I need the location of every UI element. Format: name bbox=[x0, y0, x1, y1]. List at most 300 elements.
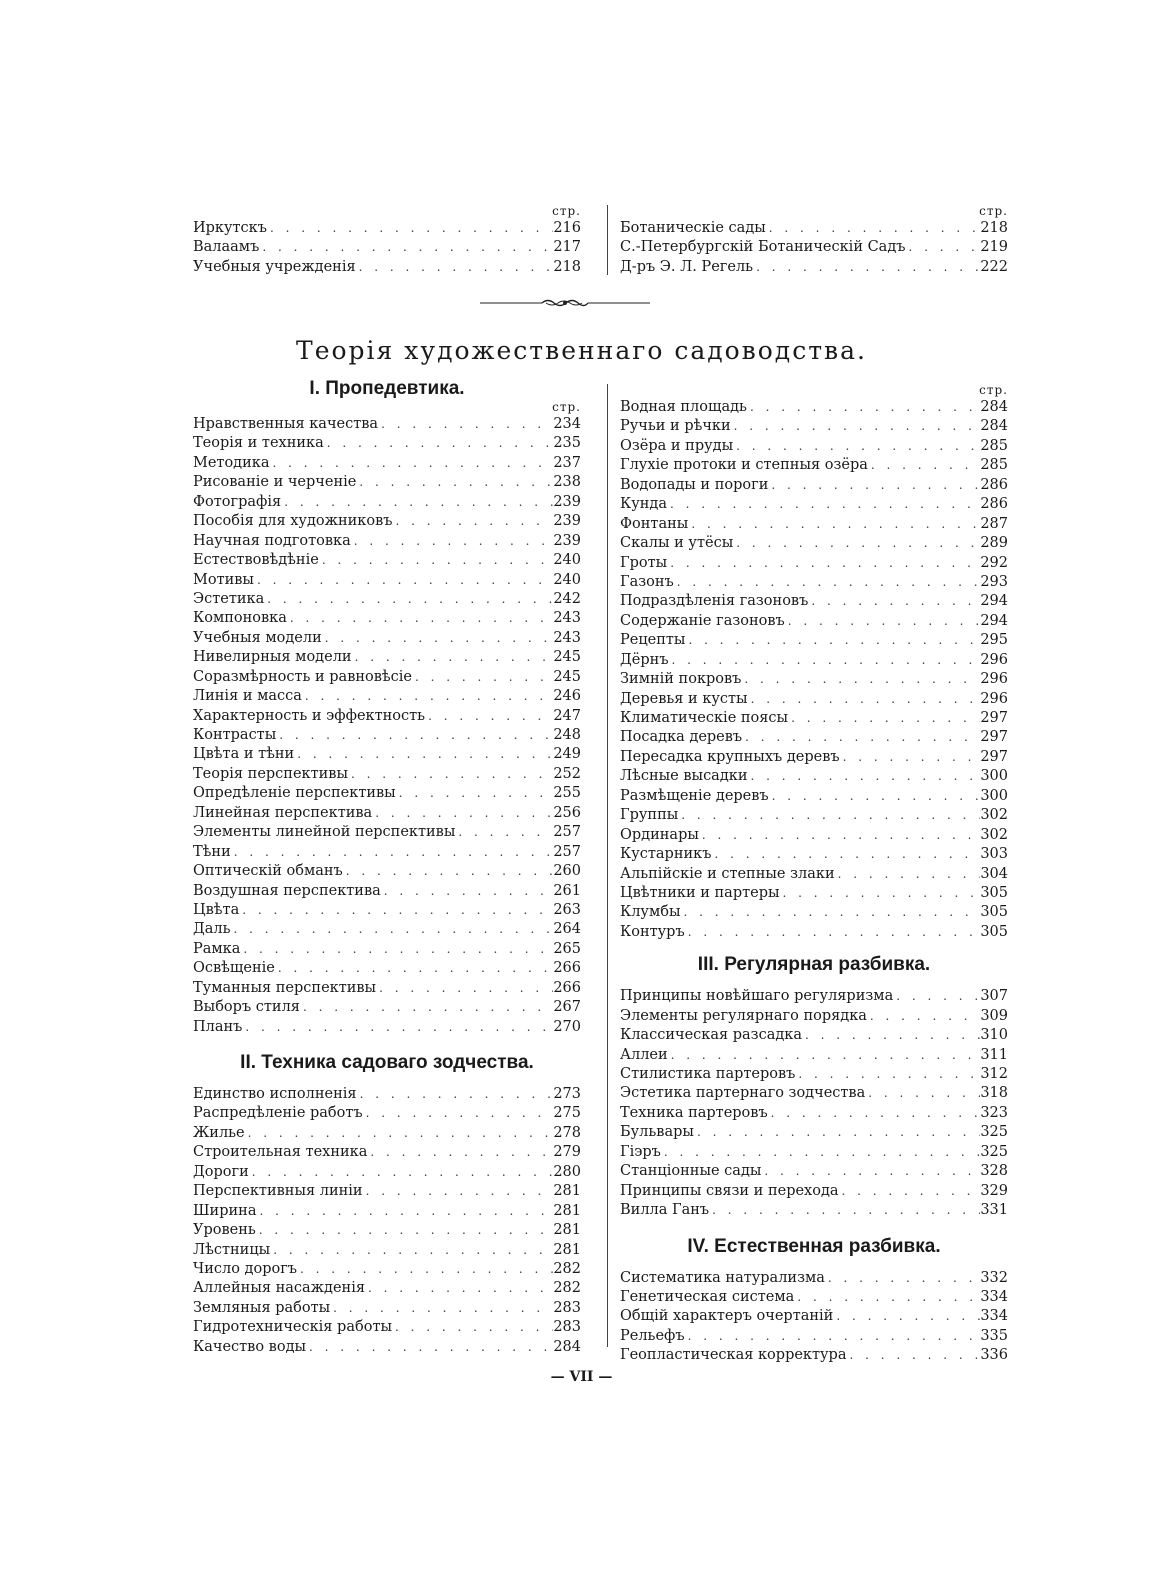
entry-page-number: 297 bbox=[980, 710, 1008, 726]
entry-page-number: 285 bbox=[980, 457, 1008, 474]
toc-entry bbox=[620, 515, 1008, 534]
toc-entry bbox=[620, 709, 1008, 728]
entry-page-number: 303 bbox=[980, 846, 1008, 863]
dot-leader bbox=[275, 959, 553, 978]
entry-page-number: 265 bbox=[553, 940, 581, 957]
entry-title: Уровень bbox=[193, 1222, 256, 1239]
toc-entry bbox=[193, 862, 581, 881]
dot-leader bbox=[319, 551, 554, 570]
dot-leader bbox=[867, 1007, 980, 1026]
toc-entry bbox=[193, 609, 581, 628]
toc-entry bbox=[620, 437, 1008, 456]
entry-title: Озёра и пруды bbox=[620, 437, 734, 454]
dot-leader bbox=[287, 609, 553, 628]
entry-title: Техника партеровъ bbox=[620, 1104, 768, 1121]
entry-page-number: 280 bbox=[553, 1163, 581, 1180]
entry-title: Опредѣленіе перспективы bbox=[193, 785, 396, 802]
toc-entry bbox=[193, 1279, 581, 1298]
entry-page-number: 237 bbox=[553, 454, 581, 471]
toc-entry bbox=[620, 456, 1008, 475]
toc-entry bbox=[620, 826, 1008, 845]
toc-entry bbox=[193, 1260, 581, 1279]
entry-page-number: 240 bbox=[553, 571, 581, 588]
entry-title: Водопады и пороги bbox=[620, 476, 769, 493]
toc-entry bbox=[620, 592, 1008, 611]
section-heading: I. Пропедевтика. bbox=[309, 378, 465, 399]
entry-page-number: 240 bbox=[553, 552, 581, 569]
entry-page-number: 234 bbox=[553, 416, 581, 432]
dot-leader bbox=[231, 920, 554, 939]
toc-list bbox=[193, 1085, 581, 1357]
entry-title: Ординары bbox=[620, 826, 699, 843]
dot-leader bbox=[372, 804, 553, 823]
entry-title: Учебныя учрежденія bbox=[193, 258, 356, 275]
entry-title: Гіэръ bbox=[620, 1143, 661, 1160]
dot-leader bbox=[270, 1241, 553, 1260]
entry-page-number: 284 bbox=[980, 418, 1008, 435]
page-column-label: стр. bbox=[979, 383, 1008, 397]
toc-entry bbox=[193, 882, 581, 901]
toc-entry bbox=[620, 845, 1008, 864]
entry-title: Валаамъ bbox=[193, 239, 260, 256]
dot-leader bbox=[794, 1288, 980, 1307]
dot-leader bbox=[835, 865, 981, 884]
toc-entry bbox=[620, 1307, 1008, 1326]
toc-entry bbox=[620, 1084, 1008, 1103]
toc-entry bbox=[620, 1104, 1008, 1123]
entry-page-number: 255 bbox=[553, 785, 581, 802]
entry-page-number: 222 bbox=[980, 258, 1008, 275]
entry-page-number: 239 bbox=[553, 513, 581, 530]
toc-entry bbox=[193, 219, 581, 238]
entry-page-number: 219 bbox=[980, 239, 1008, 256]
entry-title: Туманныя перспективы bbox=[193, 979, 377, 996]
column-divider bbox=[607, 205, 608, 275]
entry-title: Учебныя модели bbox=[193, 629, 322, 646]
entry-title: Научная подготовка bbox=[193, 532, 351, 549]
toc-entry bbox=[620, 651, 1008, 670]
toc-entry bbox=[620, 884, 1008, 903]
toc-entry bbox=[620, 987, 1008, 1006]
toc-entry bbox=[193, 1338, 581, 1357]
entry-page-number: 286 bbox=[980, 496, 1008, 513]
entry-page-number: 263 bbox=[553, 901, 581, 918]
dot-leader bbox=[240, 940, 553, 959]
dot-leader bbox=[768, 1104, 981, 1123]
page-title: Теорія художественнаго садоводства. bbox=[296, 336, 867, 365]
entry-page-number: 281 bbox=[553, 1183, 581, 1200]
entry-title: Линейная перспектива bbox=[193, 804, 373, 821]
dot-leader bbox=[343, 862, 554, 881]
toc-entry bbox=[193, 1143, 581, 1162]
entry-page-number: 282 bbox=[553, 1260, 581, 1277]
entry-title: Систематика натурализма bbox=[620, 1269, 825, 1286]
entry-page-number: 270 bbox=[553, 1018, 581, 1035]
entry-title: Нравственныя качества bbox=[193, 416, 379, 432]
entry-page-number: 242 bbox=[553, 590, 581, 607]
entry-title: Аллейныя насажденія bbox=[193, 1280, 365, 1297]
entry-title: Фонтаны bbox=[620, 515, 689, 532]
dot-leader bbox=[761, 1162, 980, 1181]
toc-entry bbox=[193, 1182, 581, 1201]
entry-title: Пересадка крупныхъ деревъ bbox=[620, 748, 840, 765]
dot-leader bbox=[348, 765, 553, 784]
entry-page-number: 294 bbox=[980, 593, 1008, 610]
entry-page-number: 335 bbox=[980, 1327, 1008, 1344]
entry-title: Д-ръ Э. Л. Регель bbox=[620, 258, 754, 275]
toc-entry bbox=[620, 806, 1008, 825]
entry-page-number: 238 bbox=[553, 474, 581, 491]
toc-entry bbox=[193, 1085, 581, 1104]
entry-page-number: 217 bbox=[553, 239, 581, 256]
toc-entry bbox=[193, 745, 581, 764]
entry-page-number: 302 bbox=[980, 807, 1008, 824]
dot-leader bbox=[747, 767, 980, 786]
toc-entry bbox=[193, 512, 581, 531]
toc-entry bbox=[193, 1018, 581, 1037]
toc-entry bbox=[620, 865, 1008, 884]
entry-title: Общій характеръ очертаній bbox=[620, 1308, 834, 1325]
entry-page-number: 334 bbox=[980, 1308, 1008, 1325]
entry-title: Геопластическая корректура bbox=[620, 1347, 847, 1364]
entry-title: Стилистика партеровъ bbox=[620, 1066, 796, 1082]
dot-leader bbox=[839, 1182, 981, 1201]
dot-leader bbox=[868, 456, 980, 475]
dot-leader bbox=[245, 1124, 554, 1143]
toc-entry bbox=[620, 1269, 1008, 1288]
dot-leader bbox=[396, 784, 554, 803]
entry-title: Лѣсные высадки bbox=[620, 768, 748, 785]
entry-page-number: 287 bbox=[980, 515, 1008, 532]
dot-leader bbox=[788, 709, 980, 728]
entry-page-number: 239 bbox=[553, 532, 581, 549]
toc-entry bbox=[193, 765, 581, 784]
dot-leader bbox=[733, 534, 980, 553]
toc-entry bbox=[193, 979, 581, 998]
dot-leader bbox=[330, 1299, 553, 1318]
entry-page-number: 235 bbox=[553, 435, 581, 452]
entry-title: Гидротехническія работы bbox=[193, 1319, 393, 1336]
entry-title: Эстетика bbox=[193, 590, 265, 607]
toc-entry bbox=[193, 1221, 581, 1240]
dot-leader bbox=[661, 1143, 980, 1162]
dot-leader bbox=[785, 612, 981, 631]
entry-page-number: 267 bbox=[553, 999, 581, 1016]
entry-title: С.-Петербургскій Ботаническій Садъ bbox=[620, 239, 906, 256]
entry-title: Кунда bbox=[620, 496, 667, 513]
dot-leader bbox=[840, 748, 981, 767]
dot-leader bbox=[667, 554, 980, 573]
toc-entry bbox=[193, 238, 581, 257]
entry-title: Пособія для художниковъ bbox=[193, 513, 393, 530]
dot-leader bbox=[392, 1318, 553, 1337]
entry-title: Единство исполненія bbox=[193, 1086, 357, 1102]
dot-leader bbox=[905, 238, 980, 257]
entry-page-number: 249 bbox=[553, 746, 581, 763]
dot-leader bbox=[808, 592, 980, 611]
entry-page-number: 296 bbox=[980, 671, 1008, 688]
entry-title: Дёрнъ bbox=[620, 651, 669, 668]
entry-page-number: 336 bbox=[980, 1347, 1008, 1364]
entry-title: Линія и масса bbox=[193, 688, 302, 705]
toc-entry bbox=[620, 631, 1008, 650]
dot-leader bbox=[239, 901, 553, 920]
entry-page-number: 293 bbox=[980, 573, 1008, 590]
dot-leader bbox=[733, 437, 980, 456]
entry-title: Компоновка bbox=[193, 610, 287, 627]
entry-page-number: 331 bbox=[980, 1202, 1008, 1219]
entry-title: Строительная техника bbox=[193, 1144, 368, 1161]
dot-leader bbox=[685, 1327, 981, 1346]
dot-leader bbox=[249, 1163, 554, 1182]
top-left-column bbox=[193, 205, 581, 277]
entry-title: Аллеи bbox=[620, 1046, 668, 1063]
dot-leader bbox=[685, 923, 981, 942]
section-heading: II. Техника садоваго зодчества. bbox=[240, 1052, 534, 1073]
toc-entry bbox=[620, 903, 1008, 922]
entry-page-number: 247 bbox=[553, 707, 581, 724]
toc-entry bbox=[620, 1162, 1008, 1181]
entry-page-number: 304 bbox=[980, 865, 1008, 882]
entry-title: Климатическіе поясы bbox=[620, 710, 789, 726]
entry-title: Освѣщеніе bbox=[193, 960, 275, 977]
entry-page-number: 305 bbox=[980, 923, 1008, 940]
dot-leader bbox=[741, 670, 980, 689]
dot-leader bbox=[376, 979, 553, 998]
dot-leader bbox=[365, 1279, 553, 1298]
entry-title: Качество воды bbox=[193, 1338, 307, 1355]
dot-leader bbox=[768, 476, 980, 495]
toc-list bbox=[620, 398, 1008, 942]
entry-title: Зимній покровъ bbox=[620, 671, 742, 688]
entry-title: Рецепты bbox=[620, 632, 686, 649]
dot-leader bbox=[294, 745, 553, 764]
entry-page-number: 260 bbox=[553, 863, 581, 880]
toc-entry bbox=[193, 493, 581, 512]
toc-entry bbox=[193, 959, 581, 978]
dot-leader bbox=[742, 728, 980, 747]
entry-title: Методика bbox=[193, 454, 270, 471]
toc-entry bbox=[193, 415, 581, 434]
toc-entry bbox=[193, 629, 581, 648]
entry-title: Характерность и эффектность bbox=[193, 707, 426, 724]
entry-page-number: 283 bbox=[553, 1299, 581, 1316]
toc-entry bbox=[620, 1327, 1008, 1346]
toc-entry bbox=[620, 573, 1008, 592]
entry-page-number: 264 bbox=[553, 921, 581, 938]
entry-title: Цвѣта bbox=[193, 901, 240, 918]
top-right-column bbox=[620, 205, 1008, 277]
dot-leader bbox=[267, 219, 553, 238]
entry-title: Скалы и утёсы bbox=[620, 535, 734, 552]
toc-entry bbox=[193, 1163, 581, 1182]
entry-title: Распредѣленіе работъ bbox=[193, 1105, 363, 1122]
entry-page-number: 332 bbox=[980, 1269, 1008, 1286]
entry-page-number: 328 bbox=[980, 1163, 1008, 1180]
entry-page-number: 218 bbox=[980, 220, 1008, 236]
entry-title: Теорія и техника bbox=[193, 435, 324, 452]
entry-title: Альпійскіе и степные злаки bbox=[620, 865, 835, 882]
entry-page-number: 248 bbox=[553, 727, 581, 743]
toc-entry bbox=[620, 476, 1008, 495]
toc-entry bbox=[620, 1182, 1008, 1201]
entry-page-number: 311 bbox=[980, 1046, 1008, 1063]
dot-leader bbox=[302, 687, 553, 706]
toc-entry bbox=[193, 668, 581, 687]
entry-title: Планъ bbox=[193, 1018, 243, 1035]
section-heading: III. Регулярная разбивка. bbox=[697, 954, 931, 976]
entry-title: Цвѣтники и партеры bbox=[620, 884, 780, 901]
toc-entry bbox=[193, 1318, 581, 1337]
entry-title: Естествовѣдѣніе bbox=[193, 552, 319, 569]
toc-entry bbox=[620, 1007, 1008, 1026]
dot-leader bbox=[681, 903, 981, 922]
dot-leader bbox=[711, 845, 980, 864]
entry-title: Гроты bbox=[620, 554, 668, 571]
dot-leader bbox=[699, 826, 980, 845]
toc-entry bbox=[620, 398, 1008, 417]
entry-page-number: 257 bbox=[553, 843, 581, 860]
entry-page-number: 216 bbox=[553, 220, 581, 236]
entry-page-number: 239 bbox=[553, 493, 581, 510]
entry-title: Глухіе протоки и степныя озёра bbox=[620, 457, 868, 474]
dot-leader bbox=[709, 1201, 980, 1220]
dot-leader bbox=[392, 512, 553, 531]
entry-title: Газонъ bbox=[620, 573, 674, 590]
entry-page-number: 295 bbox=[980, 632, 1008, 649]
entry-page-number: 302 bbox=[980, 826, 1008, 843]
toc-entry bbox=[620, 219, 1008, 238]
toc-entry bbox=[620, 923, 1008, 942]
entry-title: Даль bbox=[193, 921, 231, 938]
dot-leader bbox=[357, 1085, 554, 1104]
entry-title: Рельефъ bbox=[620, 1327, 685, 1344]
page-column-label: стр. bbox=[552, 400, 581, 414]
toc-entry bbox=[193, 454, 581, 473]
entry-title: Оптическій обманъ bbox=[193, 863, 343, 880]
entry-page-number: 292 bbox=[980, 554, 1008, 571]
entry-page-number: 261 bbox=[553, 882, 581, 899]
entry-page-number: 312 bbox=[980, 1066, 1008, 1082]
entry-title: Теорія перспективы bbox=[193, 765, 349, 782]
entry-title: Эстетика партернаго зодчества bbox=[620, 1085, 866, 1102]
dot-leader bbox=[753, 258, 980, 277]
entry-page-number: 256 bbox=[553, 804, 581, 821]
entry-page-number: 325 bbox=[980, 1124, 1008, 1141]
dot-leader bbox=[674, 573, 981, 592]
toc-entry bbox=[193, 434, 581, 453]
entry-page-number: 257 bbox=[553, 824, 581, 841]
toc-entry bbox=[620, 1065, 1008, 1084]
entry-title: Контрасты bbox=[193, 727, 277, 743]
toc-entry bbox=[620, 258, 1008, 277]
toc-entry bbox=[620, 1123, 1008, 1142]
entry-page-number: 285 bbox=[980, 437, 1008, 454]
entry-title: Классическая разсадка bbox=[620, 1027, 802, 1044]
entry-title: Ручьи и рѣчки bbox=[620, 418, 731, 435]
dot-leader bbox=[306, 1338, 553, 1357]
dot-leader bbox=[766, 219, 981, 238]
entry-title: Станціонные сады bbox=[620, 1163, 762, 1180]
toc-entry bbox=[193, 823, 581, 842]
toc-entry bbox=[193, 258, 581, 277]
toc-entry bbox=[193, 707, 581, 726]
toc-entry bbox=[193, 804, 581, 823]
entry-page-number: 218 bbox=[553, 258, 581, 275]
dot-leader bbox=[356, 258, 554, 277]
entry-title: Земляныя работы bbox=[193, 1299, 331, 1316]
entry-page-number: 325 bbox=[980, 1143, 1008, 1160]
dot-leader bbox=[833, 1307, 980, 1326]
entry-title: Перспективныя линіи bbox=[193, 1183, 363, 1200]
entry-page-number: 297 bbox=[980, 748, 1008, 765]
entry-page-number: 281 bbox=[553, 1241, 581, 1258]
dot-leader bbox=[748, 690, 981, 709]
dot-leader bbox=[231, 843, 554, 862]
toc-list bbox=[193, 219, 581, 277]
toc-entry bbox=[620, 1046, 1008, 1065]
dot-leader bbox=[367, 1143, 553, 1162]
entry-title: Содержаніе газоновъ bbox=[620, 612, 785, 629]
dot-leader bbox=[276, 726, 553, 745]
entry-page-number: 273 bbox=[553, 1086, 581, 1102]
dot-leader bbox=[256, 1221, 554, 1240]
entry-title: Рамка bbox=[193, 940, 241, 957]
dot-leader bbox=[259, 238, 553, 257]
toc-entry bbox=[620, 1143, 1008, 1162]
entry-page-number: 245 bbox=[553, 649, 581, 666]
entry-title: Выборъ стиля bbox=[193, 999, 300, 1016]
entry-page-number: 278 bbox=[553, 1124, 581, 1141]
entry-title: Ширина bbox=[193, 1202, 257, 1219]
entry-page-number: 307 bbox=[980, 988, 1008, 1005]
entry-page-number: 283 bbox=[553, 1319, 581, 1336]
entry-title: Водная площадь bbox=[620, 399, 747, 415]
entry-title: Деревья и кусты bbox=[620, 690, 748, 707]
toc-entry bbox=[620, 495, 1008, 514]
toc-entry bbox=[193, 901, 581, 920]
entry-page-number: 284 bbox=[980, 399, 1008, 415]
entry-title: Контуръ bbox=[620, 923, 685, 940]
toc-entry bbox=[193, 1202, 581, 1221]
dot-leader bbox=[678, 806, 980, 825]
page-number: — VII — bbox=[550, 1369, 613, 1385]
entry-page-number: 252 bbox=[553, 765, 581, 782]
toc-entry bbox=[193, 473, 581, 492]
entry-title: Ботаническіе сады bbox=[620, 220, 766, 236]
decorative-rule bbox=[480, 297, 650, 309]
dot-leader bbox=[731, 417, 981, 436]
toc-entry bbox=[193, 551, 581, 570]
entry-page-number: 296 bbox=[980, 690, 1008, 707]
dot-leader bbox=[795, 1065, 980, 1084]
entry-title: Воздушная перспектива bbox=[193, 882, 381, 899]
toc-entry bbox=[620, 1201, 1008, 1220]
toc-entry bbox=[193, 1241, 581, 1260]
toc-entry bbox=[193, 648, 581, 667]
dot-leader bbox=[667, 495, 980, 514]
entry-title: Размѣщеніе деревъ bbox=[620, 787, 769, 804]
entry-page-number: 243 bbox=[553, 610, 581, 627]
dot-leader bbox=[688, 515, 980, 534]
dot-leader bbox=[356, 473, 553, 492]
toc-entry bbox=[193, 726, 581, 745]
toc-entry bbox=[620, 767, 1008, 786]
entry-page-number: 282 bbox=[553, 1280, 581, 1297]
entry-title: Посадка деревъ bbox=[620, 729, 743, 746]
entry-page-number: 284 bbox=[553, 1338, 581, 1355]
entry-title: Лѣстницы bbox=[193, 1241, 271, 1258]
